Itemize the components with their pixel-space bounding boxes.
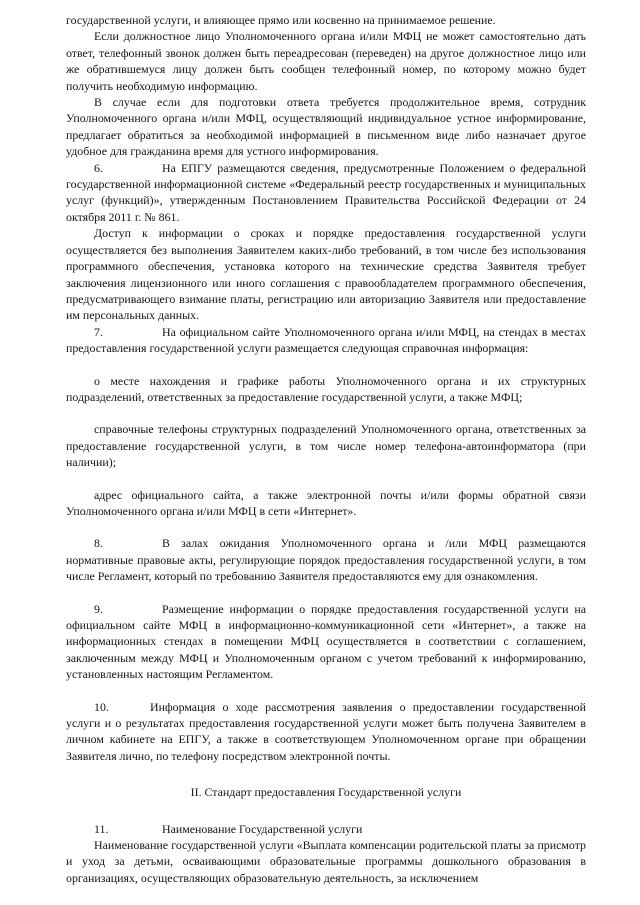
item-11 <box>66 821 586 837</box>
section-heading: II. Стандарт предоставления Государственной услуги <box>190 785 462 800</box>
item-6-text: На ЕПГУ размещаются сведения, предусмотренные Положением о федеральной государственной информационной системе «Федеральный реестр государственных и муниципальных услуг (функций)», утвержденным Постановлением Правительства Российской Федерации от 24 октября 2011 г. № 861. <box>66 160 586 224</box>
paragraph-continuation: государственной услуги, и влияющее прямо или косвенно на принимаемое решение. <box>66 13 496 27</box>
item-9 <box>66 601 586 683</box>
item-8-number: 8. <box>94 536 103 551</box>
item-11-number: 11. <box>94 821 109 836</box>
paragraph-access: Доступ к информации о сроках и порядке предоставления государственной услуги осуществляется без выполнения Заявителем каких-либо требований, в том числе без использования программного обеспечения, установка которого на технические средства Заявителя требует заключения лицензионного или иного соглашения с правообладателем программного обеспечения, предусматривающего взимание платы, регистрацию или авторизацию Заявителя или предоставление им персональных данных. <box>66 226 586 323</box>
item-9-number: 9. <box>94 601 103 616</box>
item-6 <box>66 160 586 226</box>
reference-location: о месте нахождения и графике работы Уполномоченного органа и их структурных подразделений, ответственных за предоставление государственной услуги, а также МФЦ; <box>66 373 586 404</box>
paragraph-official-redirect: Если должностное лицо Уполномоченного органа и/или МФЦ не может самостоятельно дать ответ, телефонный звонок должен быть переадресован (переведен) на другое должностное лицо или же обратившемуся лицу должен быть сообщен телефонный номер, по которому можно будет получить необходимую информацию. <box>66 29 586 93</box>
item-6-number: 6. <box>94 160 103 175</box>
item-10-number: 10. <box>94 699 109 714</box>
item-8-text: В залах ожидания Уполномоченного органа и /или МФЦ размещаются нормативные правовые акты, регулирующие порядок предоставления государственной услуги, в том числе Регламент, который по требованию Заявителя предоставляются ему для ознакомления. <box>66 536 586 584</box>
item-10 <box>66 699 586 765</box>
document-page <box>66 12 586 886</box>
item-10-text: Информация о ходе рассмотрения заявления о предоставлении государственной услуги и о результатах предоставления государственной услуги может быть получена Заявителем в личном кабинете на ЕПГУ, а также в соответствующем Уполномоченном органе при обращении Заявителя лично, по телефону посредством электронной почты. <box>66 699 586 763</box>
reference-website: адрес официального сайта, а также электронной почты и/или формы обратной связи Уполномоченного органа и/или МФЦ в сети «Интернет». <box>66 487 586 518</box>
item-7-number: 7. <box>94 324 103 339</box>
item-8 <box>66 535 586 584</box>
item-7 <box>66 324 586 357</box>
item-11-text: Наименование Государственной услуги <box>162 821 363 836</box>
item-7-text: На официальном сайте Уполномоченного органа и/или МФЦ, на стендах в местах предоставления государственной услуги размещается следующая справочная информация: <box>66 324 586 356</box>
reference-phones: справочные телефоны структурных подразделений Уполномоченного органа, ответственных за предоставление государственной услуги, в том числе номер телефона-автоинформатора (при наличии); <box>66 422 586 470</box>
paragraph-written-request: В случае если для подготовки ответа требуется продолжительное время, сотрудник Уполномоченного органа и/или МФЦ, осуществляющий индивидуальное устное информирование, предлагает обратиться за необходимой информацией в письменном виде либо назначает другое удобное для гражданина время для устного информирования. <box>66 95 586 159</box>
paragraph-service-name: Наименование государственной услуги «Выплата компенсации родительской платы за присмотр и уход за детьми, осваивающими образовательные программы дошкольного образования в организациях, осуществляющих образовательную деятельность, за исключением <box>66 838 586 885</box>
item-9-text: Размещение информации о порядке предоставления государственной услуги на официальном сайте МФЦ в информационно-коммуникационной сети «Интернет», а также на информационных стендах в помещении МФЦ осуществляется в соответствии с соглашением, заключенным между МФЦ и Уполномоченным органом с учетом требований к информированию, установленных настоящим Регламентом. <box>66 601 586 682</box>
